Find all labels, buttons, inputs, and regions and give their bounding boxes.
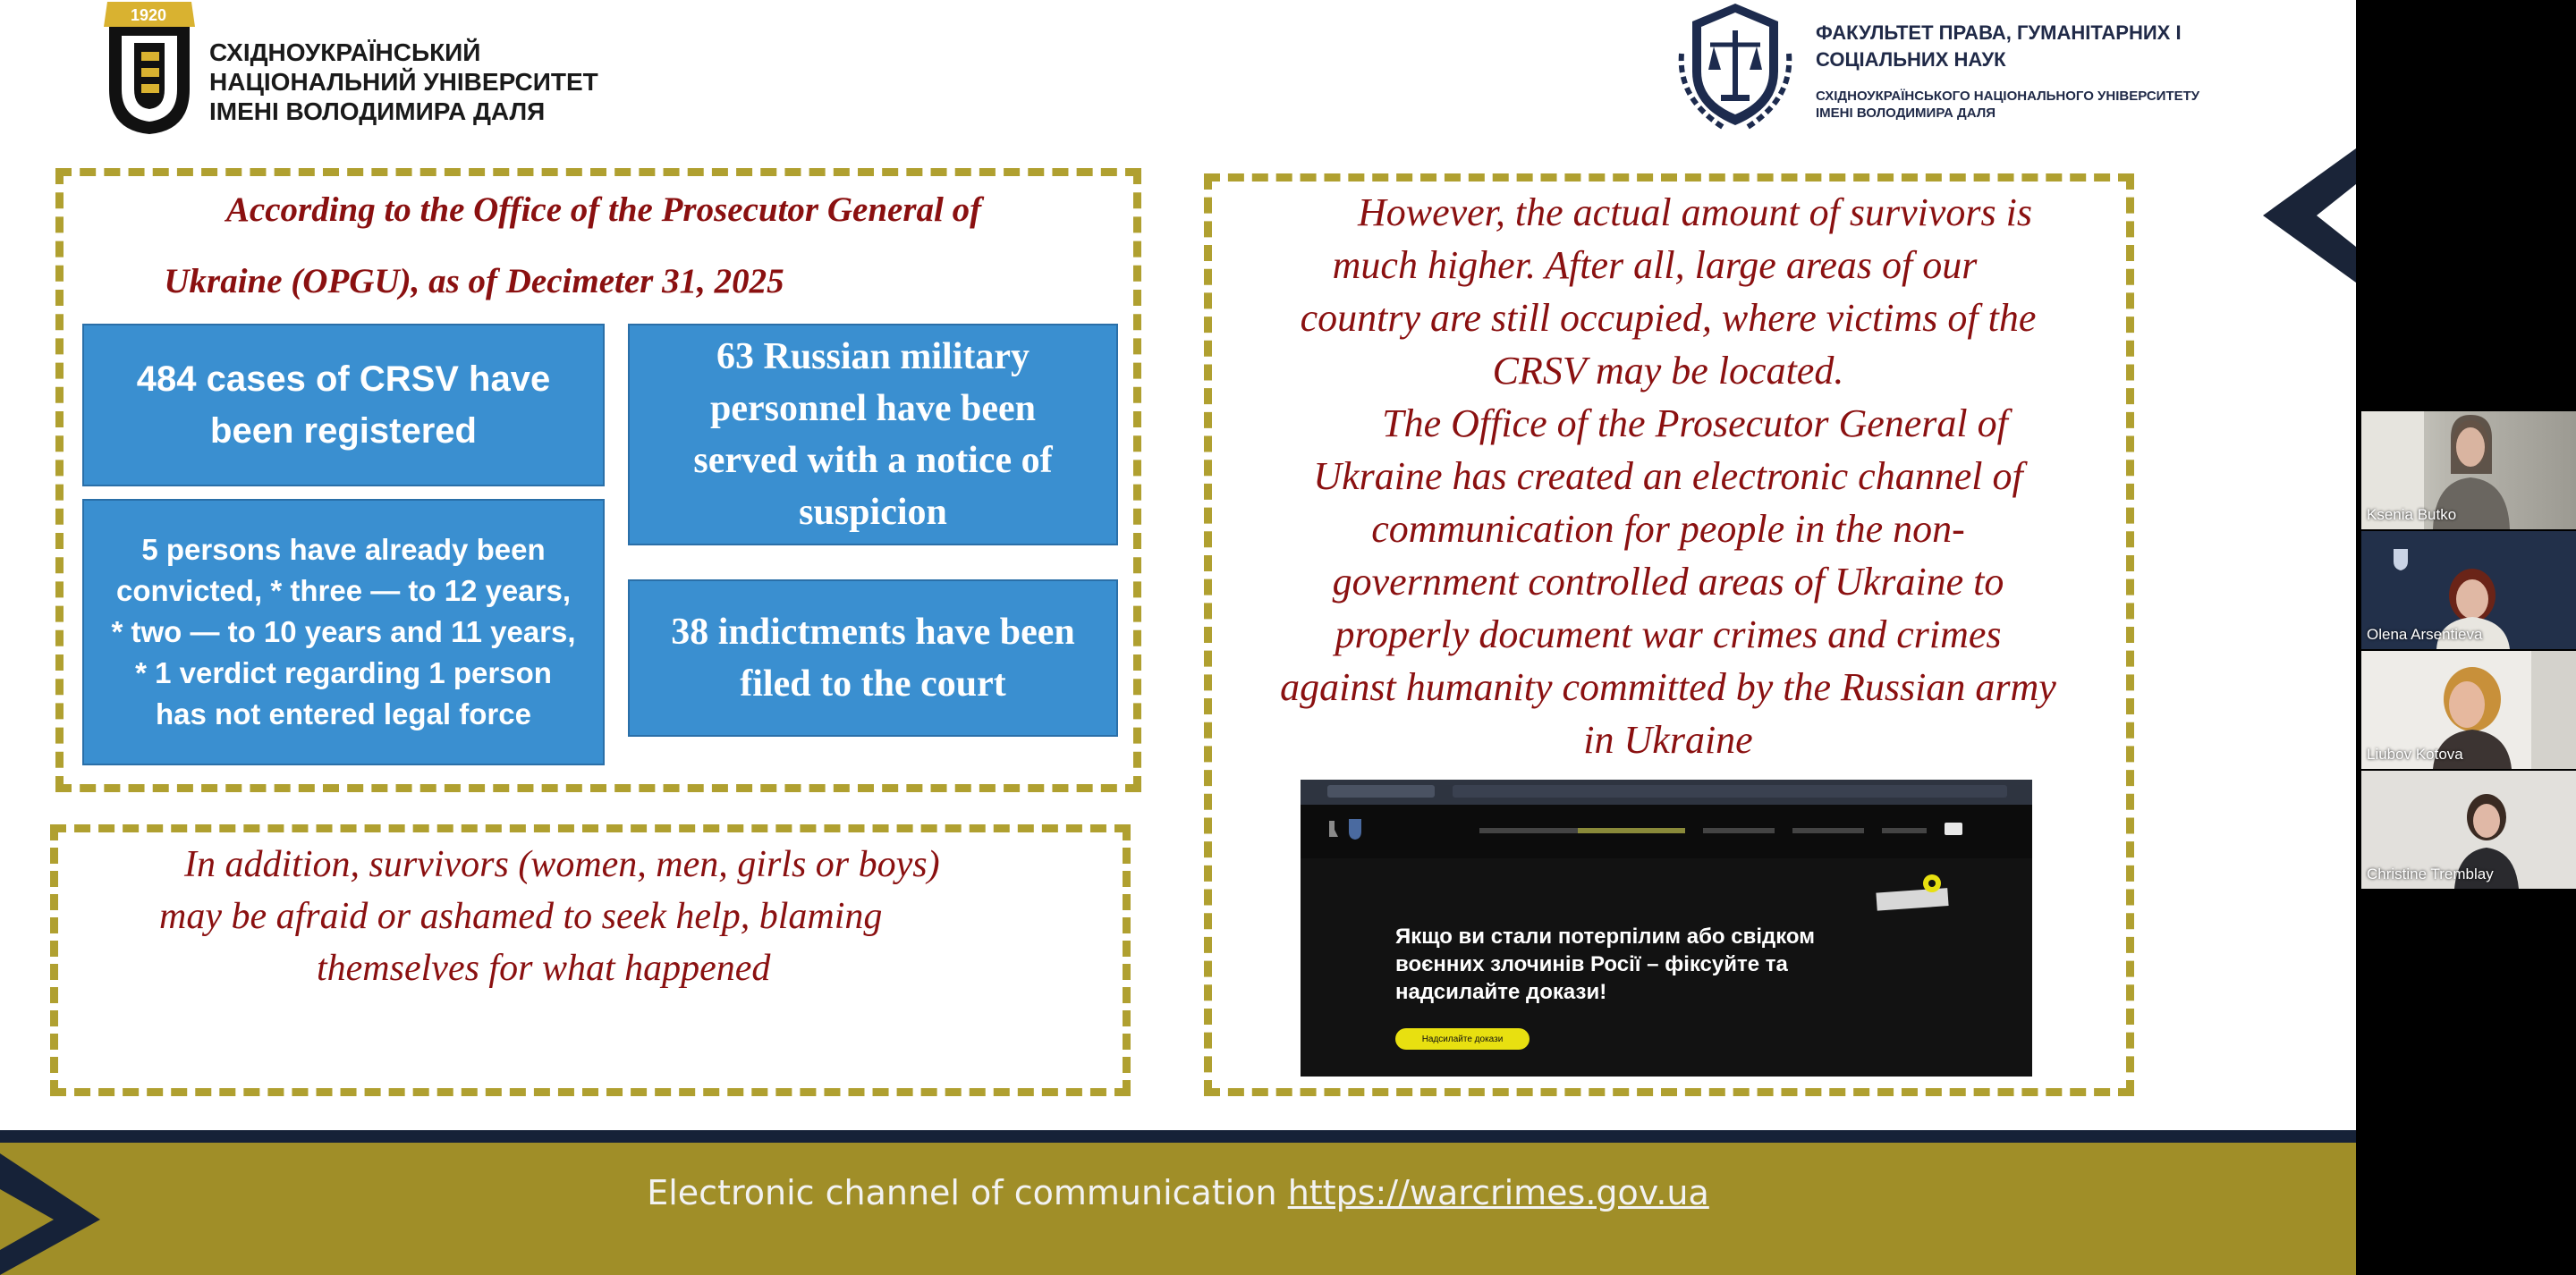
participant-tile-christine[interactable]	[2361, 771, 2576, 889]
footer-caption	[0, 1173, 2356, 1212]
indictments-box	[628, 579, 1118, 737]
logo-year: 1920	[130, 6, 167, 24]
website-badge-icon	[1875, 869, 1955, 923]
website-nav-link-3	[1792, 828, 1864, 833]
warcrimes-website-screenshot	[1301, 780, 2032, 1077]
opgu-title-line-1: According to the Office of the Prosecutor General of	[225, 190, 982, 229]
browser-bookmarks	[1453, 785, 2007, 798]
website-headline	[1395, 923, 1815, 1006]
channel-line-5: The Office of the Prosecutor General of	[1382, 401, 2008, 445]
channel-line-11: in Ukraine	[1583, 718, 1753, 762]
faculty-name-line-1: ФАКУЛЬТЕТ ПРАВА, ГУМАНІТАРНИХ І	[1816, 21, 2182, 44]
channel-line-8: government controlled areas of Ukraine to	[1332, 560, 2004, 604]
channel-line-3: country are still occupied, where victims of the	[1300, 296, 2037, 340]
participant-name: Christine Tremblay	[2367, 865, 2494, 882]
channel-line-4: CRSV may be located.	[1492, 349, 1844, 393]
website-headline-line-2: воєнних злочинів Росії – фіксуйте та	[1395, 952, 1788, 976]
faculty-sub-line-1: СХІДНОУКРАЇНСЬКОГО НАЦІОНАЛЬНОГО УНІВЕРСИТЕТУ	[1816, 89, 2200, 104]
channel-line-7: communication for people in the non-	[1371, 507, 1965, 551]
cases-box-text: 484 cases of CRSV have been registered	[136, 359, 551, 451]
channel-line-9: properly document war crimes and crimes	[1335, 612, 2002, 656]
chevron-left-decoration-icon	[2254, 148, 2356, 283]
university-name-line-1: СХІДНОУКРАЇНСЬКИЙ	[209, 38, 481, 66]
suspicion-box-text: 63 Russian military personnel have been served with a notice of suspicion	[693, 336, 1053, 533]
browser-tab	[1327, 785, 1435, 798]
footer-text: Electronic channel of communication	[647, 1173, 1288, 1212]
survivors-fear-line-2: may be afraid or ashamed to seek help, blaming	[159, 896, 883, 937]
university-name-line-3: ІМЕНІ ВОЛОДИМИРА ДАЛЯ	[209, 97, 546, 125]
faculty-sub-line-2: ІМЕНІ ВОЛОДИМИРА ДАЛЯ	[1816, 106, 1996, 121]
participant-tile-olena[interactable]	[2361, 531, 2576, 649]
website-headline-line-3: надсилайте докази!	[1395, 980, 1607, 1004]
electronic-channel-text	[1216, 186, 2120, 766]
channel-line-6: Ukraine has created an electronic channel of	[1313, 454, 2023, 498]
participant-name: Liubov Kotova	[2367, 746, 2463, 763]
website-hotline	[1578, 828, 1685, 833]
suspicion-box	[628, 324, 1118, 545]
warcrimes-link[interactable]: https://warcrimes.gov.ua	[1287, 1173, 1709, 1212]
website-logo-icon	[1326, 817, 1365, 840]
website-nav-link-4	[1882, 828, 1927, 833]
footer-navy-stripe	[0, 1130, 2356, 1143]
participant-tile-ksenia[interactable]	[2361, 411, 2576, 529]
survivors-fear-line-1: In addition, survivors (women, men, girls or boys)	[184, 844, 940, 885]
website-submit-evidence-button: Надсилайте докази	[1395, 1028, 1530, 1050]
channel-line-2: much higher. After all, large areas of our	[1332, 243, 1978, 287]
website-nav-link-2	[1703, 828, 1775, 833]
convicted-box-text: 5 persons have already been convicted, * three — to 12 years, * two — to 10 years and 11 years, * 1 verdict regarding 1 person has not entered legal force	[111, 533, 576, 730]
website-headline-line-1: Якщо ви стали потерпілим або свідком	[1395, 925, 1816, 949]
channel-line-10: against humanity committed by the Russian army	[1280, 665, 2056, 709]
website-lang-switch	[1945, 823, 1962, 835]
survivors-fear-line-3: themselves for what happened	[317, 948, 771, 989]
cases-box	[82, 324, 605, 486]
indictments-box-text: 38 indictments have been filed to the court	[671, 612, 1075, 705]
faculty-logo-icon	[1669, 0, 1801, 132]
opgu-title-line-2: Ukraine (OPGU), as of Decimeter 31, 2025	[164, 262, 784, 300]
channel-line-1: However, the actual amount of survivors is	[1357, 190, 2033, 234]
participant-name: Ksenia Butko	[2367, 506, 2457, 523]
participant-tile-liubov[interactable]	[2361, 651, 2576, 769]
participant-name: Olena Arsentieva	[2367, 626, 2483, 643]
faculty-name-line-2: СОЦІАЛЬНИХ НАУК	[1816, 48, 2006, 71]
convicted-box	[82, 499, 605, 765]
chevron-right-decoration-icon	[0, 1153, 107, 1275]
university-name-line-2: НАЦІОНАЛЬНИЙ УНІВЕРСИТЕТ	[209, 68, 598, 96]
